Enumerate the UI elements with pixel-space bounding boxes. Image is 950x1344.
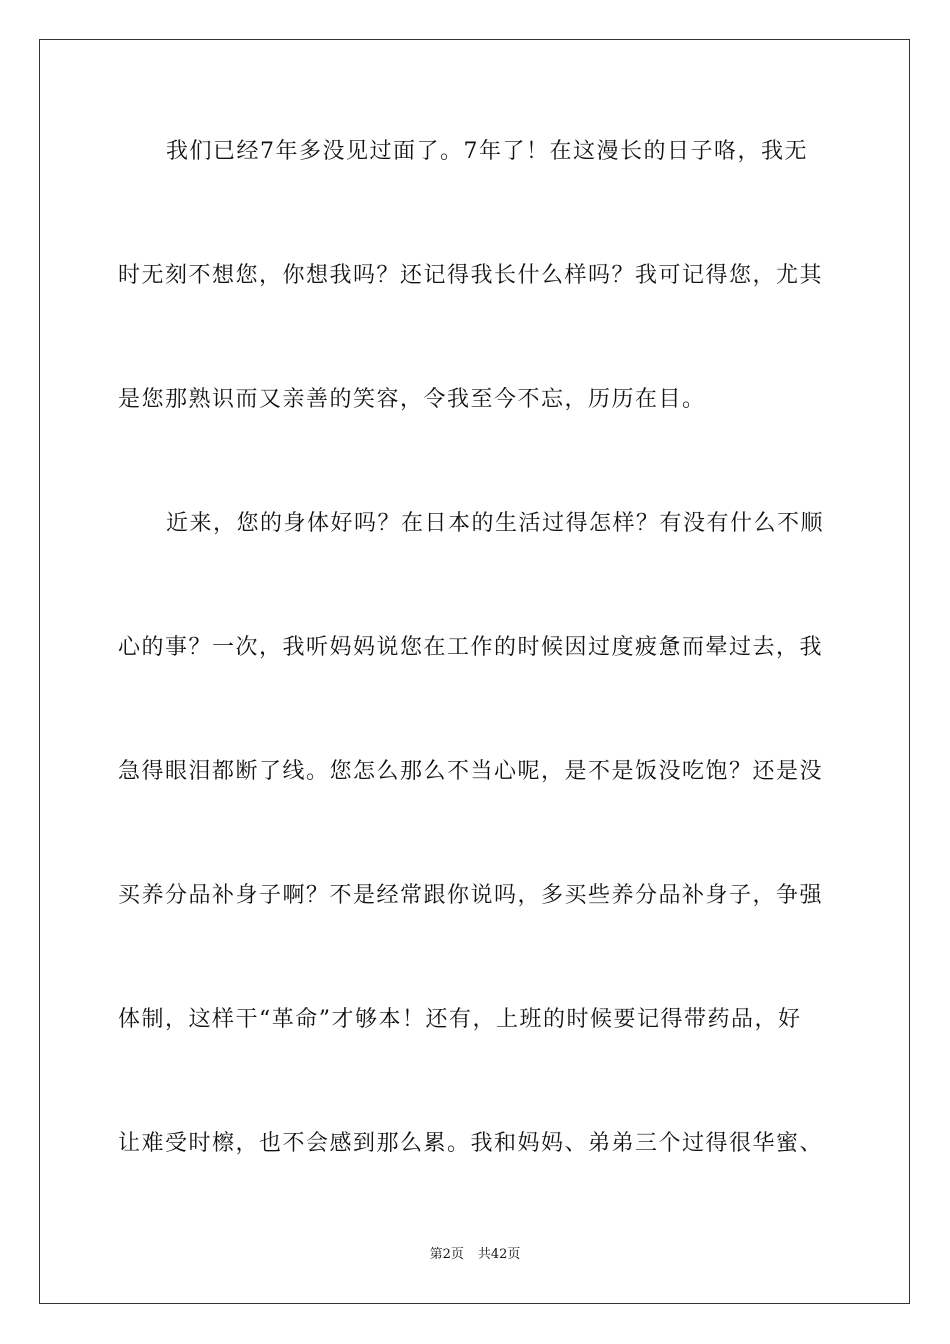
paragraph-2-line-5: 体制，这样干“革命”才够本！还有，上班的时候要记得带药品，好: [118, 1007, 802, 1032]
page-number-total: 共42页: [477, 1247, 521, 1262]
paragraph-2-line-6: 让难受时檫，也不会感到那么累。我和妈妈、弟弟三个过得很华蜜、: [118, 1131, 824, 1156]
paragraph-2-line-3: 急得眼泪都断了线。您怎么那么不当心呢，是不是饭没吃饱？还是没: [118, 759, 824, 784]
paragraph-2-line-1: 近来，您的身体好吗？在日本的生活过得怎样？有没有什么不顺: [166, 511, 825, 536]
page-footer: [0, 1246, 950, 1264]
page-number-current: 第2页: [429, 1247, 464, 1262]
page-border: [39, 39, 910, 1304]
paragraph-2-line-4: 买养分品补身子啊？不是经常跟你说吗，多买些养分品补身子，争强: [118, 883, 824, 908]
paragraph-1-line-3: 是您那熟识而又亲善的笑容，令我至今不忘，历历在目。: [118, 387, 706, 412]
paragraph-2-line-2: 心的事？一次，我听妈妈说您在工作的时候因过度疲惫而晕过去，我: [118, 635, 824, 660]
paragraph-1-line-1: 我们已经7年多没见过面了。7年了！在这漫长的日子咯，我无: [166, 139, 808, 164]
paragraph-1-line-2: 时无刻不想您，你想我吗？还记得我长什么样吗？我可记得您，尤其: [118, 263, 824, 288]
